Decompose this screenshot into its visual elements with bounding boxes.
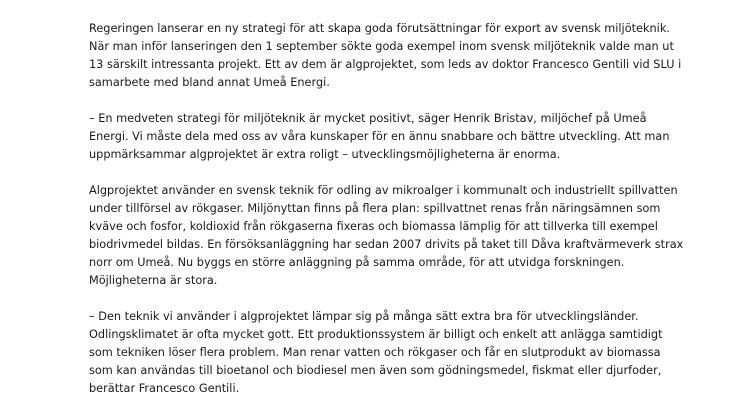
text-line: 13 särskilt intressanta projekt. Ett av dem är algprojektet, som leds av doktor Francesco Gentili vid SLU i — [89, 58, 682, 71]
text-line: biodrivmedel bildas. En försöksanläggning har sedan 2007 drivits på taket till Dåva kraftvärmeverk strax — [89, 238, 684, 251]
paragraph-intro — [89, 20, 689, 92]
text-line: norr om Umeå. Nu byggs en större anläggning på samma område, för att utvidga forskningen. — [89, 256, 625, 269]
paragraph-quote-gentili — [89, 308, 689, 398]
text-line: uppmärksammar algprojektet är extra roligt – utvecklingsmöjligheterna är enorma. — [89, 148, 561, 161]
text-line: – Den teknik vi använder i algprojektet lämpar sig på många sätt extra bra för utvecklingsländer. — [89, 310, 639, 323]
text-line: Algprojektet använder en svensk teknik för odling av mikroalger i kommunalt och industriellt spillvatten — [89, 184, 678, 197]
text-line: under tillförsel av rökgaser. Miljönyttan finns på flera plan: spillvattnet renas från näringsämnen som — [89, 202, 661, 215]
text-line: – En medveten strategi för miljöteknik är mycket positivt, säger Henrik Bristav, miljöchef på Umeå — [89, 112, 647, 125]
text-line: Möjligheterna är stora. — [89, 274, 218, 287]
text-line: Odlingsklimatet är ofta mycket gott. Ett produktionssystem är billigt och enkelt att anlägga samtidigt — [89, 328, 663, 341]
text-line: När man inför lanseringen den 1 september sökte goda exempel inom svensk miljöteknik valde man ut — [89, 40, 674, 53]
paragraph-project-description — [89, 182, 689, 290]
text-line: berättar Francesco Gentili. — [89, 382, 240, 395]
text-line: samarbete med bland annat Umeå Energi. — [89, 76, 330, 89]
text-line: kväve och fosfor, koldioxid från rökgaserna fixeras och biomassa lämplig för att tillverka till exempel — [89, 220, 658, 233]
text-line: Regeringen lanserar en ny strategi för att skapa goda förutsättningar för export av svensk miljöteknik. — [89, 22, 670, 35]
text-line: Energi. Vi måste dela med oss av våra kunskaper för en ännu snabbare och bättre utveckling. Att man — [89, 130, 670, 143]
document-page — [89, 20, 689, 416]
text-line: som kan användas till bioetanol och biodiesel men även som gödningsmedel, fiskmat eller djurfoder, — [89, 364, 662, 377]
text-line: som tekniken löser flera problem. Man renar vatten och rökgaser och får en slutprodukt av biomassa — [89, 346, 661, 359]
paragraph-quote-bristav — [89, 110, 689, 164]
